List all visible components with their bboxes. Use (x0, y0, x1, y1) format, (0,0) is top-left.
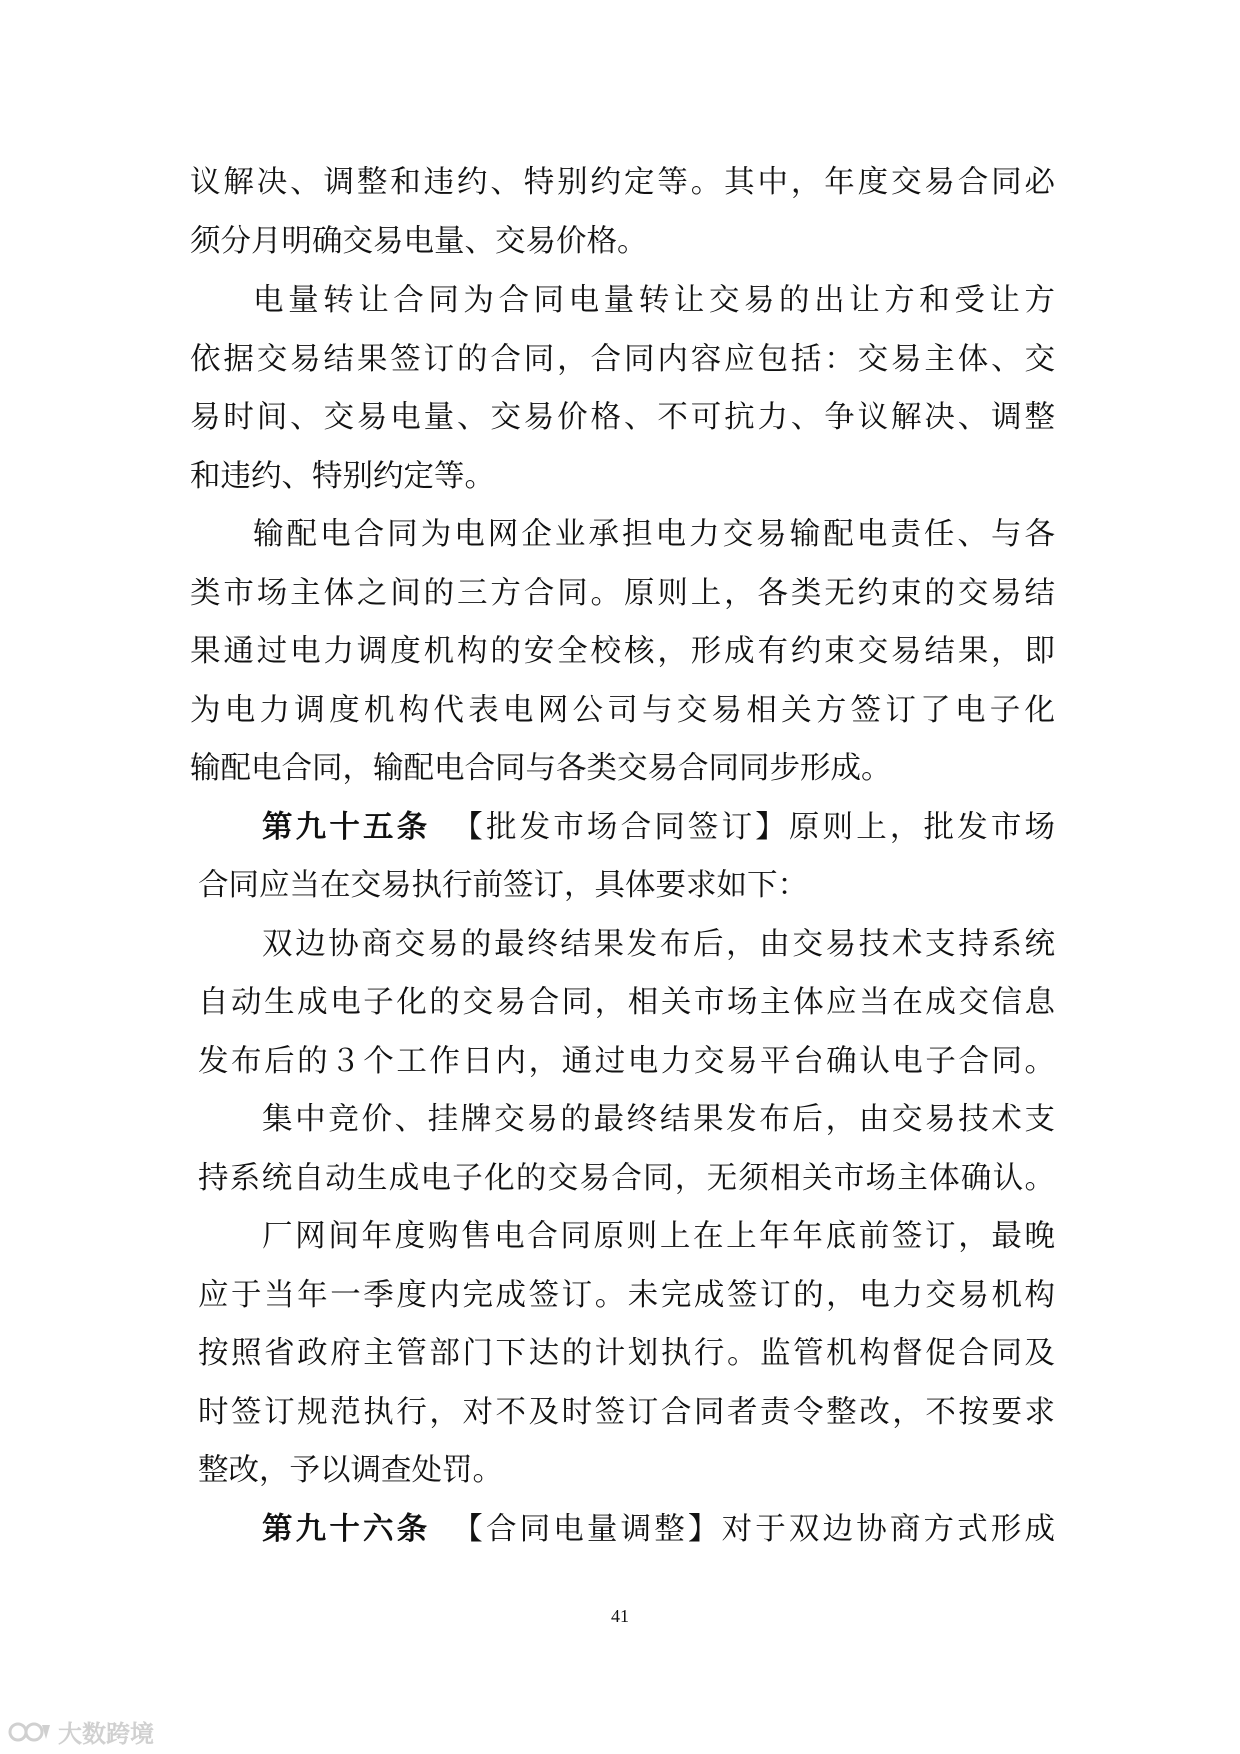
article-number: 第九十五条 (262, 810, 431, 845)
paragraph-line: 类市场主体之间的三方合同。原则上，各类无约束的交易结 (190, 576, 1055, 611)
page-number: 41 (611, 1606, 629, 1626)
paragraph-line: 议解决、调整和违约、特别约定等。其中，年度交易合同必 (190, 165, 1055, 200)
paragraph-line: 集中竞价、挂牌交易的最终结果发布后，由交易技术支 (262, 1102, 1055, 1137)
paragraph-line: 输配电合同为电网企业承担电力交易输配电责任、与各 (253, 517, 1055, 552)
paragraph-line: 须分月明确交易电量、交易价格。 (190, 224, 648, 259)
paragraph-line: 持系统自动生成电子化的交易合同，无须相关市场主体确认。 (198, 1161, 1055, 1196)
paragraph-line: 整改，予以调查处罚。 (198, 1453, 503, 1488)
watermark (8, 1714, 154, 1749)
paragraph-line: 合同应当在交易执行前签订，具体要求如下： (198, 868, 808, 903)
watermark-logo-icon (8, 1717, 52, 1747)
article-heading-line: 第九十六条 【合同电量调整】对于双边协商方式形成 (262, 1512, 1056, 1547)
watermark-text: 大数跨境 (58, 1720, 154, 1748)
paragraph-line: 厂网间年度购售电合同原则上在上年年底前签订，最晚 (262, 1219, 1055, 1254)
paragraph-line: 应于当年一季度内完成签订。未完成签订的，电力交易机构 (198, 1278, 1055, 1313)
article-heading-line: 第九十五条 【批发市场合同签订】原则上，批发市场 (262, 810, 1056, 845)
paragraph-line: 时签订规范执行，对不及时签订合同者责令整改，不按要求 (198, 1395, 1055, 1430)
paragraph-line: 自动生成电子化的交易合同，相关市场主体应当在成交信息 (198, 985, 1055, 1020)
paragraph-line: 电量转让合同为合同电量转让交易的出让方和受让方 (253, 283, 1055, 318)
paragraph-line: 易时间、交易电量、交易价格、不可抗力、争议解决、调整 (190, 400, 1055, 435)
paragraph-line: 发布后的３个工作日内，通过电力交易平台确认电子合同。 (198, 1044, 1055, 1079)
paragraph-line: 为电力调度机构代表电网公司与交易相关方签订了电子化 (190, 693, 1055, 728)
paragraph-line: 输配电合同，输配电合同与各类交易合同同步形成。 (190, 751, 892, 786)
paragraph-line: 果通过电力调度机构的安全校核，形成有约束交易结果，即 (190, 634, 1055, 669)
paragraph-line: 依据交易结果签订的合同，合同内容应包括：交易主体、交 (190, 342, 1055, 377)
paragraph-line: 和违约、特别约定等。 (190, 459, 495, 494)
paragraph-line: 按照省政府主管部门下达的计划执行。监管机构督促合同及 (198, 1336, 1055, 1371)
article-number: 第九十六条 (262, 1512, 431, 1547)
paragraph-line: 双边协商交易的最终结果发布后，由交易技术支持系统 (262, 927, 1055, 962)
